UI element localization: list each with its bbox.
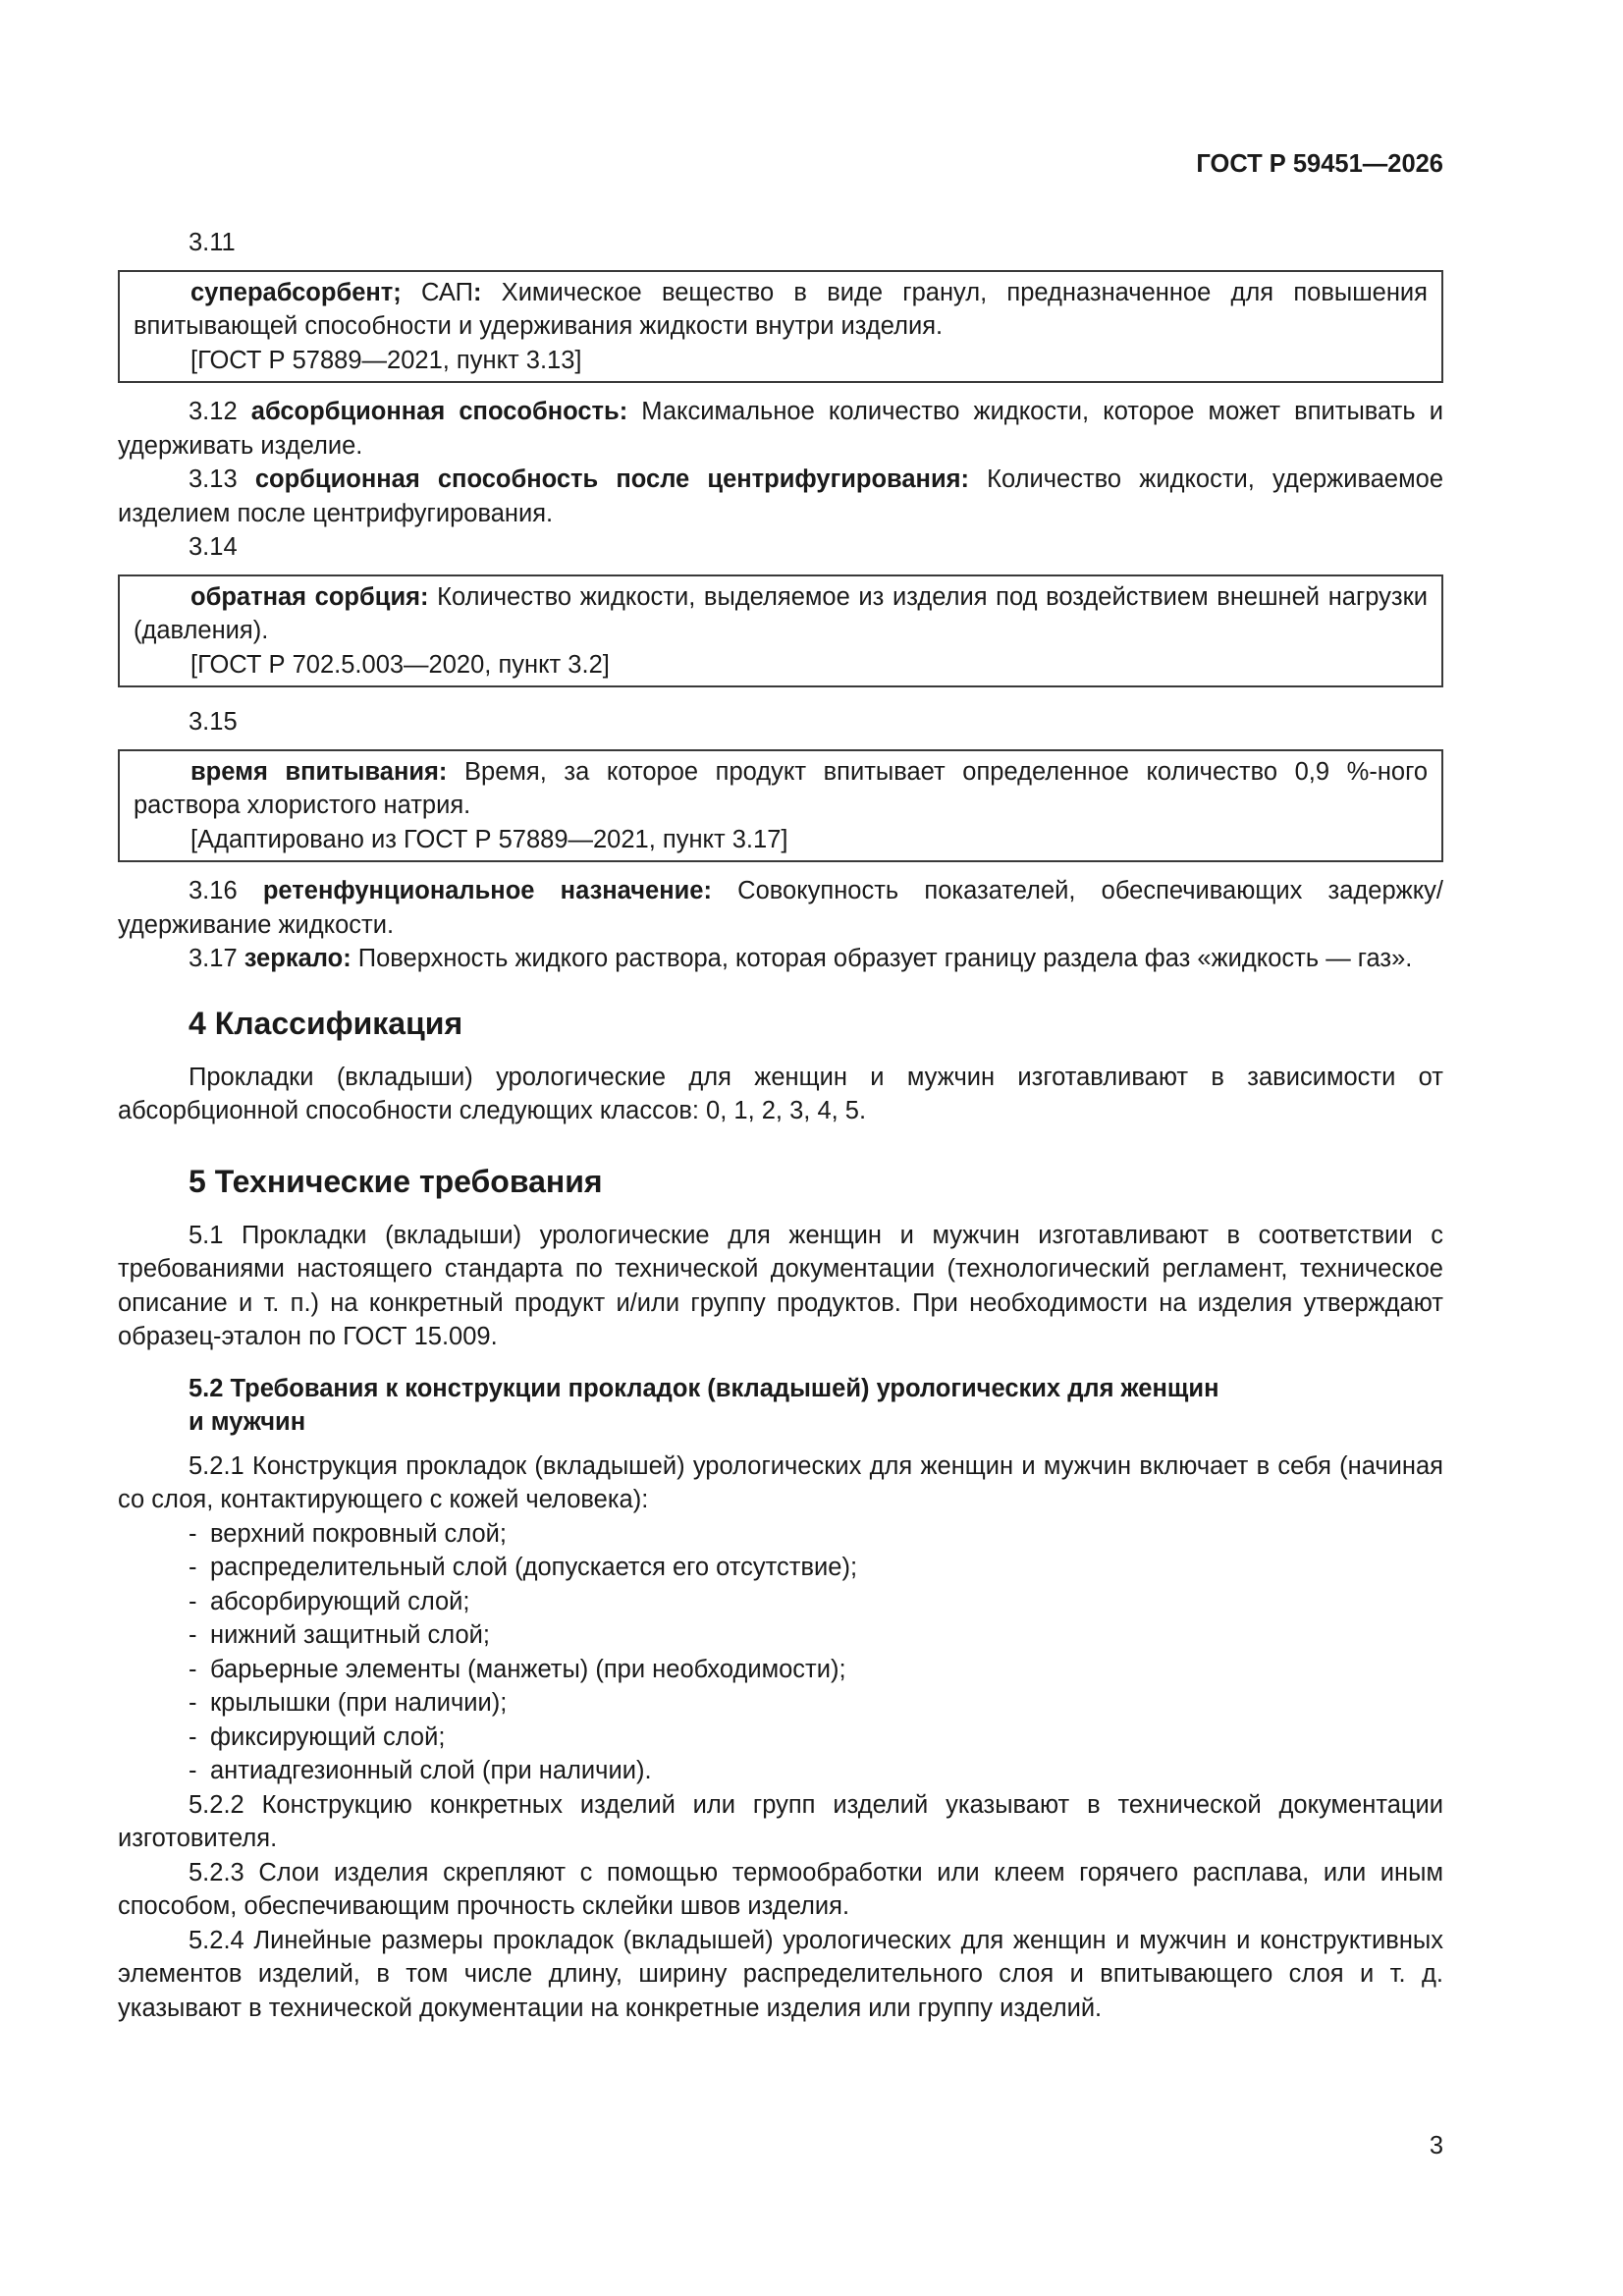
subsection-5-2-heading-line2: и мужчин bbox=[189, 1408, 306, 1436]
list-item: - абсорбирующий слой; bbox=[118, 1585, 1443, 1619]
term-name: обратная сорбция: bbox=[190, 582, 429, 611]
term-3-12 bbox=[118, 395, 1443, 463]
paragraph-5-2-1: 5.2.1 Конструкция прокладок (вкладышей) урологических для женщин и мужчин включает в себя (начиная со слоя, контактирующего с кожей человека): bbox=[118, 1451, 1443, 1513]
page-body bbox=[118, 226, 1443, 2025]
term-definition-text: Химическое вещество в виде гранул, предназначенное для повышения впитывающей способности и удерживания жидкости внутри изделия. bbox=[134, 278, 1428, 340]
paragraph-5-1: 5.1 Прокладки (вкладыши) урологические для женщин и мужчин изготавливают в соответствии с требованиями настоящего стандарта по технической документации (технологический регламент, техническое описание и т. п.) на конкретный продукт и/или группу продуктов. При необходимости на изделия утверждают образец-эталон по ГОСТ 15.009. bbox=[118, 1221, 1443, 1350]
dash-bullet: - bbox=[189, 1655, 197, 1683]
term-name: зеркало: bbox=[243, 945, 352, 972]
dash-bullet: - bbox=[189, 1757, 197, 1784]
term-definition-3-11 bbox=[134, 276, 1428, 344]
list-item: - барьерные элементы (манжеты) (при необходимости); bbox=[118, 1653, 1443, 1687]
term-definition-text: Количество жидкости, выделяемое из изделия под воздействием внешней нагрузки (давления). bbox=[134, 582, 1428, 644]
document-id-header: ГОСТ Р 59451—2026 bbox=[1196, 150, 1443, 178]
page-number: 3 bbox=[1429, 2132, 1443, 2159]
section-4-text: Прокладки (вкладыши) урологические для женщин и мужчин изготавливают в зависимости от абсорбционной способности следующих классов: 0, 1, 2, 3, 4, 5. bbox=[118, 1063, 1443, 1124]
term-abbreviation: САП bbox=[401, 278, 473, 306]
paragraph-5-2-4: 5.2.4 Линейные размеры прокладок (вкладышей) урологических для женщин и мужчин и конструктивных элементов изделий, в том числе длину, ширину распределительного слоя и впитывающего слоя и т. д. указывают в технической документации на конкретные изделия или группу изделий. bbox=[118, 1926, 1443, 2022]
term-name: ретенфунциональное назначение: bbox=[262, 877, 712, 904]
term-number: 3.17 bbox=[189, 945, 244, 972]
term-definition-text: Совокупность показателей, обеспечивающих задержку/удерживание жидкости. bbox=[118, 877, 1443, 939]
list-item: - распределительный слой (допускается его отсутствие); bbox=[118, 1551, 1443, 1585]
term-definition-text: Количество жидкости, удерживаемое изделием после центрифугирования. bbox=[118, 465, 1443, 527]
paragraph-5-2-2: 5.2.2 Конструкцию конкретных изделий или групп изделий указывают в технической документации изготовителя. bbox=[118, 1790, 1443, 1852]
term-number-3-15: 3.15 bbox=[189, 708, 238, 736]
term-source-3-15: [Адаптировано из ГОСТ Р 57889—2021, пункт 3.17] bbox=[190, 825, 788, 853]
dash-bullet: - bbox=[189, 1722, 197, 1751]
dash-bullet: - bbox=[189, 1587, 197, 1615]
layer-list bbox=[118, 1517, 1443, 1788]
dash-bullet: - bbox=[189, 1519, 197, 1548]
term-definition-text: Поверхность жидкого раствора, которая образует границу раздела фаз «жидкость — газ». bbox=[351, 945, 1413, 972]
term-3-16 bbox=[118, 874, 1443, 942]
term-number-3-14: 3.14 bbox=[189, 533, 238, 561]
term-name: абсорбционная способность: bbox=[250, 398, 628, 425]
term-number: 3.16 bbox=[189, 877, 263, 904]
dash-bullet: - bbox=[189, 1554, 197, 1581]
dash-bullet: - bbox=[189, 1689, 197, 1717]
subsection-5-2-heading-line1: 5.2 Требования к конструкции прокладок (вкладышей) урологических для женщин bbox=[189, 1374, 1219, 1402]
term-definition-3-14 bbox=[134, 580, 1428, 648]
term-3-17 bbox=[118, 942, 1443, 976]
list-item: - антиадгезионный слой (при наличии). bbox=[118, 1754, 1443, 1788]
list-item: - верхний покровный слой; bbox=[118, 1517, 1443, 1552]
term-box-3-14 bbox=[118, 574, 1443, 688]
term-number: 3.13 bbox=[189, 465, 255, 493]
term-definition-3-15 bbox=[134, 755, 1428, 823]
term-colon: : bbox=[472, 278, 482, 306]
term-source-3-14: [ГОСТ Р 702.5.003—2020, пункт 3.2] bbox=[190, 650, 610, 679]
list-item: - фиксирующий слой; bbox=[118, 1721, 1443, 1755]
section-4-heading: 4 Классификация bbox=[189, 1005, 463, 1041]
term-name: время впитывания: bbox=[190, 757, 448, 786]
term-box-3-15 bbox=[118, 749, 1443, 863]
list-item: - крылышки (при наличии); bbox=[118, 1686, 1443, 1721]
term-definition-text: Время, за которое продукт впитывает определенное количество 0,9 %-ного раствора хлористого натрия. bbox=[134, 757, 1429, 819]
term-name: суперабсорбент; bbox=[190, 278, 402, 306]
term-name: сорбционная способность после центрифугирования: bbox=[254, 465, 969, 493]
list-item: - нижний защитный слой; bbox=[118, 1618, 1443, 1653]
term-3-13 bbox=[118, 463, 1443, 530]
paragraph-5-2-3: 5.2.3 Слои изделия скрепляют с помощью термообработки или клеем горячего расплава, или иным способом, обеспечивающим прочность склейки швов изделия. bbox=[118, 1858, 1443, 1920]
term-definition-text: Максимальное количество жидкости, которое может впитывать и удерживать изделие. bbox=[118, 398, 1444, 460]
term-number: 3.12 bbox=[189, 398, 251, 425]
term-number-3-11: 3.11 bbox=[189, 229, 236, 256]
term-box-3-11 bbox=[118, 270, 1443, 384]
section-5-heading: 5 Технические требования bbox=[189, 1163, 603, 1199]
dash-bullet: - bbox=[189, 1621, 197, 1649]
term-source-3-11: [ГОСТ Р 57889—2021, пункт 3.13] bbox=[190, 346, 582, 374]
